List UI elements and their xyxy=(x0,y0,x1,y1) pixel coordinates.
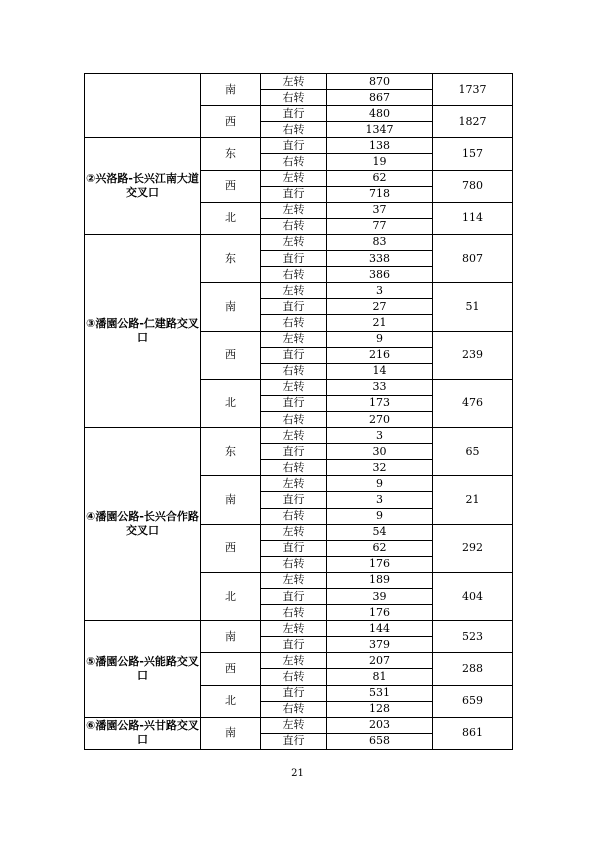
movement-volume: 144 xyxy=(327,621,433,637)
movement-volume: 338 xyxy=(327,251,433,267)
turning-movement: 右转 xyxy=(261,669,327,685)
approach-direction: 南 xyxy=(201,74,261,106)
turning-movement: 左转 xyxy=(261,379,327,395)
turning-movement: 直行 xyxy=(261,733,327,749)
approach-total: 292 xyxy=(433,524,513,572)
movement-volume: 32 xyxy=(327,460,433,476)
movement-volume: 480 xyxy=(327,106,433,122)
movement-volume: 207 xyxy=(327,653,433,669)
traffic-volume-table xyxy=(84,73,513,750)
approach-direction: 南 xyxy=(201,476,261,524)
movement-volume: 870 xyxy=(327,74,433,90)
table-row xyxy=(85,138,513,154)
movement-volume: 33 xyxy=(327,379,433,395)
movement-volume: 27 xyxy=(327,299,433,315)
turning-movement: 右转 xyxy=(261,363,327,379)
turning-movement: 左转 xyxy=(261,74,327,90)
approach-total: 114 xyxy=(433,202,513,234)
turning-movement: 右转 xyxy=(261,508,327,524)
movement-volume: 21 xyxy=(327,315,433,331)
approach-total: 404 xyxy=(433,572,513,620)
approach-direction: 东 xyxy=(201,428,261,476)
approach-direction: 西 xyxy=(201,170,261,202)
turning-movement: 直行 xyxy=(261,186,327,202)
turning-movement: 直行 xyxy=(261,589,327,605)
turning-movement: 右转 xyxy=(261,154,327,170)
approach-total: 659 xyxy=(433,685,513,717)
movement-volume: 176 xyxy=(327,556,433,572)
approach-direction: 南 xyxy=(201,621,261,653)
turning-movement: 直行 xyxy=(261,347,327,363)
turning-movement: 左转 xyxy=(261,234,327,250)
table-row xyxy=(85,428,513,444)
approach-total: 288 xyxy=(433,653,513,685)
movement-volume: 203 xyxy=(327,717,433,733)
movement-volume: 3 xyxy=(327,283,433,299)
intersection-name: ③潘園公路-仁建路交叉口 xyxy=(85,234,201,427)
movement-volume: 62 xyxy=(327,540,433,556)
movement-volume: 37 xyxy=(327,202,433,218)
approach-direction: 西 xyxy=(201,106,261,138)
table-row xyxy=(85,621,513,637)
movement-volume: 386 xyxy=(327,267,433,283)
movement-volume: 39 xyxy=(327,589,433,605)
approach-direction: 东 xyxy=(201,138,261,170)
approach-total: 476 xyxy=(433,379,513,427)
turning-movement: 右转 xyxy=(261,90,327,106)
intersection-name: ④潘園公路-长兴合作路交叉口 xyxy=(85,428,201,621)
turning-movement: 左转 xyxy=(261,283,327,299)
approach-total: 1737 xyxy=(433,74,513,106)
turning-movement: 左转 xyxy=(261,170,327,186)
approach-direction: 北 xyxy=(201,685,261,717)
approach-total: 523 xyxy=(433,621,513,653)
movement-volume: 867 xyxy=(327,90,433,106)
turning-movement: 右转 xyxy=(261,605,327,621)
approach-direction: 西 xyxy=(201,331,261,379)
approach-direction: 北 xyxy=(201,379,261,427)
movement-volume: 138 xyxy=(327,138,433,154)
movement-volume: 176 xyxy=(327,605,433,621)
movement-volume: 81 xyxy=(327,669,433,685)
turning-movement: 右转 xyxy=(261,267,327,283)
movement-volume: 216 xyxy=(327,347,433,363)
turning-movement: 右转 xyxy=(261,701,327,717)
turning-movement: 右转 xyxy=(261,315,327,331)
turning-movement: 左转 xyxy=(261,572,327,588)
movement-volume: 77 xyxy=(327,218,433,234)
approach-total: 65 xyxy=(433,428,513,476)
movement-volume: 30 xyxy=(327,444,433,460)
movement-volume: 54 xyxy=(327,524,433,540)
movement-volume: 531 xyxy=(327,685,433,701)
approach-direction: 南 xyxy=(201,283,261,331)
approach-total: 157 xyxy=(433,138,513,170)
table-body xyxy=(85,74,513,750)
turning-movement: 右转 xyxy=(261,460,327,476)
turning-movement: 直行 xyxy=(261,299,327,315)
movement-volume: 173 xyxy=(327,395,433,411)
approach-direction: 北 xyxy=(201,572,261,620)
turning-movement: 右转 xyxy=(261,218,327,234)
table-row xyxy=(85,717,513,733)
approach-total: 1827 xyxy=(433,106,513,138)
approach-total: 780 xyxy=(433,170,513,202)
movement-volume: 379 xyxy=(327,637,433,653)
movement-volume: 83 xyxy=(327,234,433,250)
intersection-name: ⑥潘園公路-兴甘路交叉口 xyxy=(85,717,201,749)
movement-volume: 9 xyxy=(327,331,433,347)
table-row xyxy=(85,234,513,250)
turning-movement: 左转 xyxy=(261,524,327,540)
table-row xyxy=(85,74,513,90)
turning-movement: 直行 xyxy=(261,106,327,122)
turning-movement: 左转 xyxy=(261,476,327,492)
turning-movement: 左转 xyxy=(261,621,327,637)
movement-volume: 14 xyxy=(327,363,433,379)
movement-volume: 270 xyxy=(327,411,433,427)
movement-volume: 718 xyxy=(327,186,433,202)
movement-volume: 9 xyxy=(327,476,433,492)
turning-movement: 直行 xyxy=(261,540,327,556)
movement-volume: 1347 xyxy=(327,122,433,138)
turning-movement: 右转 xyxy=(261,411,327,427)
approach-direction: 南 xyxy=(201,717,261,749)
turning-movement: 直行 xyxy=(261,492,327,508)
movement-volume: 62 xyxy=(327,170,433,186)
approach-total: 807 xyxy=(433,234,513,282)
approach-direction: 西 xyxy=(201,653,261,685)
approach-direction: 北 xyxy=(201,202,261,234)
intersection-name: ⑤潘園公路-兴能路交叉口 xyxy=(85,621,201,718)
movement-volume: 19 xyxy=(327,154,433,170)
turning-movement: 直行 xyxy=(261,685,327,701)
movement-volume: 9 xyxy=(327,508,433,524)
approach-total: 239 xyxy=(433,331,513,379)
movement-volume: 128 xyxy=(327,701,433,717)
movement-volume: 3 xyxy=(327,428,433,444)
turning-movement: 直行 xyxy=(261,637,327,653)
page-number: 21 xyxy=(291,768,304,779)
turning-movement: 直行 xyxy=(261,444,327,460)
movement-volume: 658 xyxy=(327,733,433,749)
turning-movement: 右转 xyxy=(261,122,327,138)
turning-movement: 左转 xyxy=(261,331,327,347)
intersection-name xyxy=(85,74,201,138)
turning-movement: 左转 xyxy=(261,202,327,218)
turning-movement: 左转 xyxy=(261,717,327,733)
approach-total: 21 xyxy=(433,476,513,524)
movement-volume: 189 xyxy=(327,572,433,588)
approach-direction: 东 xyxy=(201,234,261,282)
approach-total: 51 xyxy=(433,283,513,331)
turning-movement: 直行 xyxy=(261,395,327,411)
approach-direction: 西 xyxy=(201,524,261,572)
turning-movement: 左转 xyxy=(261,428,327,444)
turning-movement: 右转 xyxy=(261,556,327,572)
approach-total: 861 xyxy=(433,717,513,749)
turning-movement: 直行 xyxy=(261,251,327,267)
movement-volume: 3 xyxy=(327,492,433,508)
turning-movement: 左转 xyxy=(261,653,327,669)
turning-movement: 直行 xyxy=(261,138,327,154)
intersection-name: ②兴洛路-长兴江南大道交叉口 xyxy=(85,138,201,235)
